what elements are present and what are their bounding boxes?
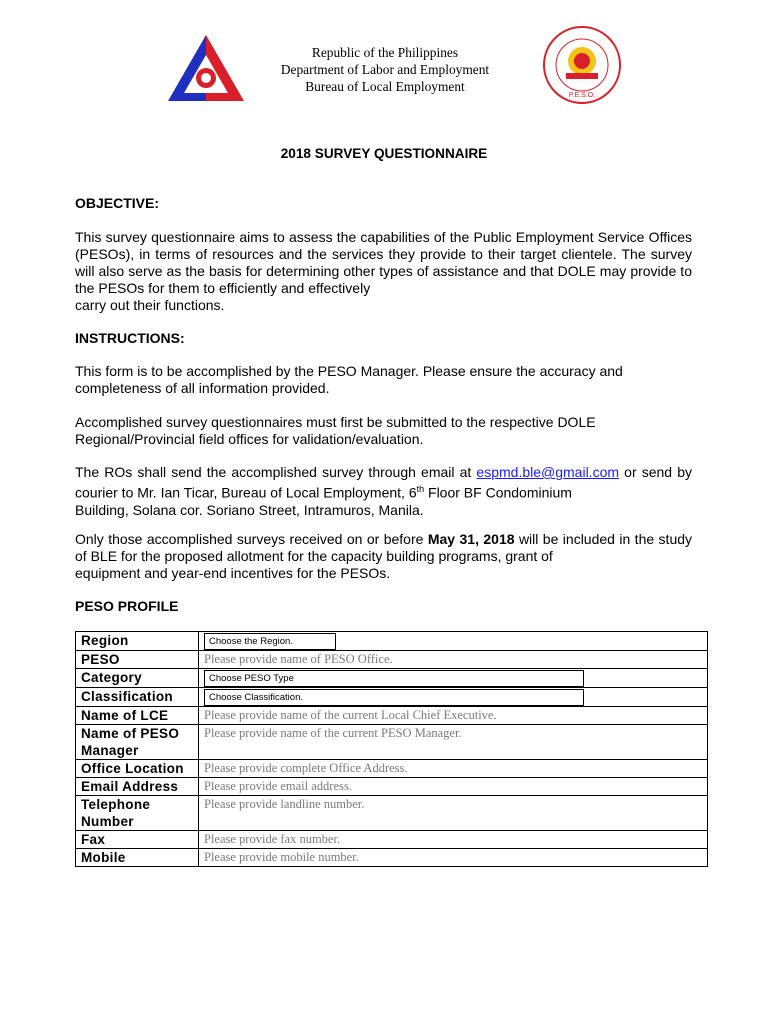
profile-label: Office Location [76, 760, 199, 778]
profile-row-peso [76, 651, 708, 669]
profile-label: Mobile [76, 849, 199, 867]
profile-label: Fax [76, 831, 199, 849]
profile-row-region [76, 632, 708, 651]
profile-row-classification [76, 688, 708, 707]
profile-label: PESO [76, 651, 199, 669]
profile-label: Name of LCE [76, 707, 199, 725]
peso-profile-heading: PESO PROFILE [75, 598, 179, 614]
profile-label: Region [76, 632, 199, 651]
deadline-date: May 31, 2018 [427, 531, 515, 547]
instructions-paragraph-1 [75, 363, 692, 397]
objective-heading: OBJECTIVE: [75, 195, 160, 211]
peso-name-field[interactable]: Please provide name of PESO Office. [199, 651, 708, 669]
category-dropdown[interactable]: Choose PESO Type [204, 670, 584, 687]
instructions-p3-last: Building, Solana cor. Soriano Street, Intramuros, Manila. [75, 501, 424, 518]
profile-label: Name of PESO Manager [76, 725, 199, 760]
instructions-p2: Accomplished survey questionnaires must first be submitted to the respective DOLE [75, 414, 596, 430]
instructions-p3-text-c: Floor BF Condominium [424, 484, 572, 501]
instructions-p3-text-a: The ROs shall send the accomplished survey through email at [75, 464, 477, 480]
region-dropdown[interactable]: Choose the Region. [204, 633, 336, 650]
instructions-paragraph-4 [75, 531, 692, 582]
peso-seal-logo [542, 25, 622, 105]
instructions-p2-last: Regional/Provincial field offices for validation/evaluation. [75, 431, 424, 447]
header-line-bureau: Bureau of Local Employment [305, 79, 465, 94]
instructions-p3-text-b: or send by courier to Mr. Ian Ticar, Bureau of Local Employment, 6 [75, 464, 692, 501]
document-title: 2018 SURVEY QUESTIONNAIRE [280, 146, 488, 161]
telephone-field[interactable]: Please provide landline number. [199, 796, 708, 831]
profile-label: Email Address [76, 778, 199, 796]
instructions-p4-text-a: Only those accomplished surveys received on or before [75, 531, 428, 547]
objective-text-last: carry out their functions. [75, 297, 225, 313]
profile-label: Category [76, 669, 199, 688]
profile-row-peso-manager [76, 725, 708, 760]
profile-row-fax [76, 831, 708, 849]
instructions-paragraph-3 [75, 464, 692, 519]
profile-row-category [76, 669, 708, 688]
instructions-p4-last: equipment and year-end incentives for the PESOs. [75, 565, 391, 581]
agency-header [230, 44, 540, 95]
instructions-p4-text-b: will be included in the study of BLE for the proposed allotment for the capacity building programs, grant of [75, 531, 693, 564]
peso-manager-field[interactable]: Please provide name of the current PESO Manager. [199, 725, 708, 760]
peso-profile-table [75, 631, 708, 867]
profile-value-cell [199, 632, 708, 651]
profile-row-lce [76, 707, 708, 725]
email-field[interactable]: Please provide email address. [199, 778, 708, 796]
instructions-p1-last: completeness of all information provided. [75, 380, 330, 396]
profile-value-cell [199, 688, 708, 707]
instructions-p1: This form is to be accomplished by the PESO Manager. Please ensure the accuracy and [75, 363, 623, 379]
mobile-field[interactable]: Please provide mobile number. [199, 849, 708, 867]
profile-row-office-location [76, 760, 708, 778]
profile-row-telephone [76, 796, 708, 831]
lce-name-field[interactable]: Please provide name of the current Local Chief Executive. [199, 707, 708, 725]
profile-label: Telephone Number [76, 796, 199, 831]
objective-paragraph [75, 229, 692, 314]
profile-row-email [76, 778, 708, 796]
objective-text: This survey questionnaire aims to assess the capabilities of the Public Employment Service Offices (PESOs), in terms of resources and the services they provide to their target clientele. The survey will also serve as the basis for determining other types of assistance and that DOLE may provide to the PESOs for them to efficiently and effectively [75, 229, 692, 296]
header-line-department: Department of Labor and Employment [280, 62, 490, 77]
classification-dropdown[interactable]: Choose Classification. [204, 689, 584, 706]
header-line-republic: Republic of the Philippines [311, 45, 459, 60]
instructions-heading: INSTRUCTIONS: [75, 330, 185, 346]
svg-text:P.E.S.O.: P.E.S.O. [568, 92, 596, 99]
office-address-field[interactable]: Please provide complete Office Address. [199, 760, 708, 778]
profile-value-cell [199, 669, 708, 688]
email-link[interactable]: espmd.ble@gmail.com [476, 464, 620, 480]
fax-field[interactable]: Please provide fax number. [199, 831, 708, 849]
instructions-paragraph-2 [75, 414, 692, 448]
profile-label: Classification [76, 688, 199, 707]
ordinal-suffix: th [416, 484, 425, 494]
profile-row-mobile [76, 849, 708, 867]
